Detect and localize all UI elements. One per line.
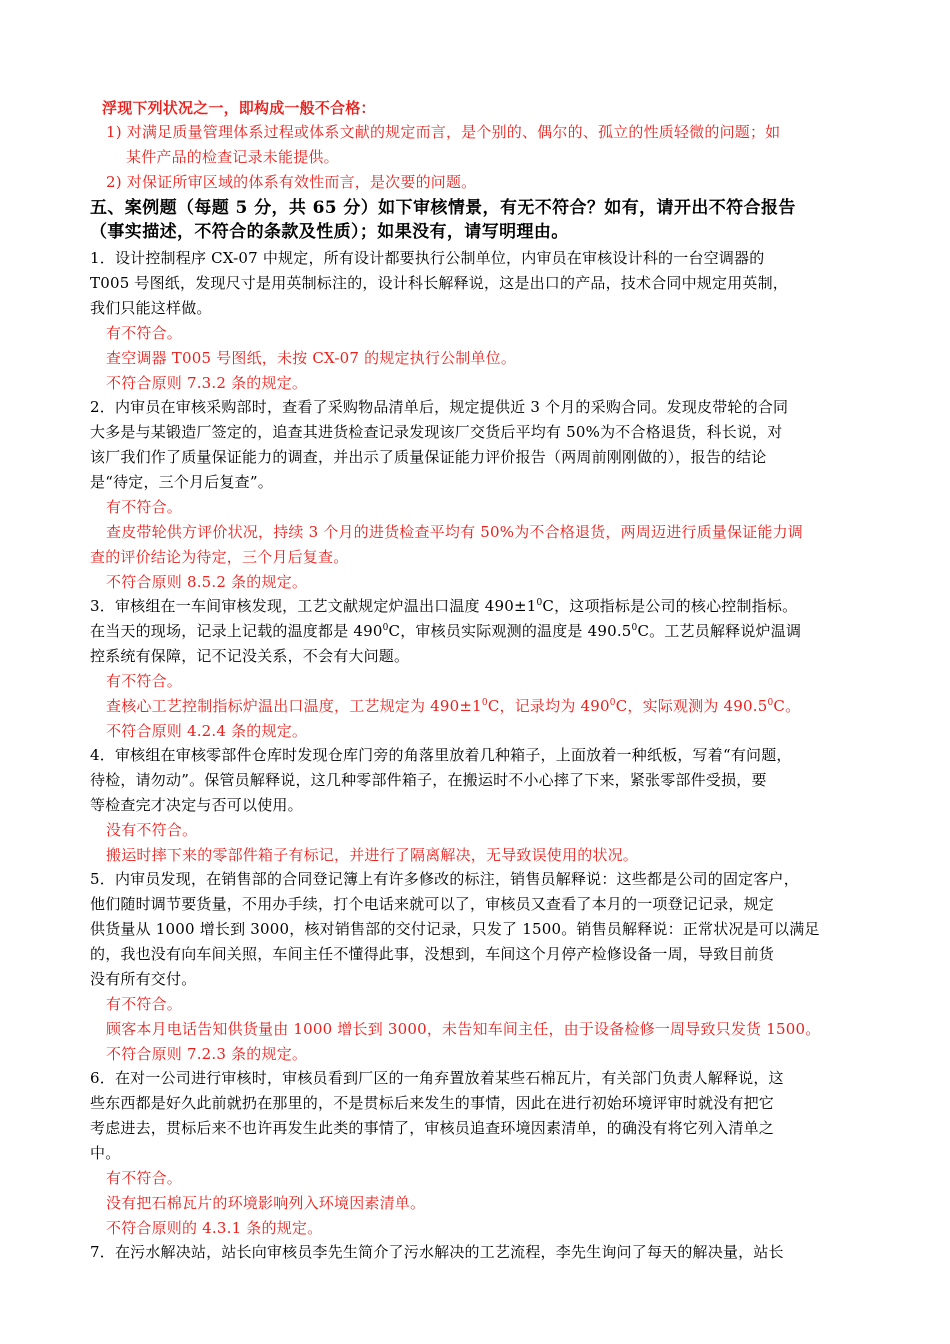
question-2-line-3: 该厂我们作了质量保证能力的调查，并出示了质量保证能力评价报告（两周前刚刚做的），报告的结论 <box>90 448 767 466</box>
question-2-line-1: 2．内审员在审核采购部时，查看了采购物品清单后，规定提供近 3 个月的采购合同。发现皮带轮的合同 <box>90 398 789 416</box>
answer-4-verdict: 没有不符合。 <box>106 821 198 839</box>
question-2-line-2: 大多是与某锻造厂签定的，追查其进货检查记录发现该厂交货后平均有 50%为不合格退货，科长说，对 <box>90 423 783 441</box>
intro-item-2: 2) 对保证所审区域的体系有效性而言，是次要的问题。 <box>106 173 477 191</box>
question-4-line-3: 等检查完才决定与否可以使用。 <box>90 796 303 814</box>
answer-2-verdict: 有不符合。 <box>106 498 183 516</box>
answer-1-verdict: 有不符合。 <box>106 324 183 342</box>
answer-1-clause: 不符合原则 7.3.2 条的规定。 <box>106 374 308 392</box>
question-1-line-3: 我们只能这样做。 <box>90 299 212 317</box>
section-heading-line-2: （事实描述，不符合的条款及性质）；如果没有，请写明理由。 <box>90 222 569 242</box>
answer-1-fact: 查空调器 T005 号图纸，未按 CX-07 的规定执行公制单位。 <box>106 349 517 367</box>
answer-6-verdict: 有不符合。 <box>106 1169 183 1187</box>
answer-6-fact: 没有把石棉瓦片的环境影响列入环境因素清单。 <box>106 1194 426 1212</box>
question-5-line-3: 供货量从 1000 增长到 3000，核对销售部的交付记录，只发了 1500。销售员解释说：正常状况是可以满足 <box>90 920 820 938</box>
question-6-line-3: 考虑进去，贯标后来不也许再发生此类的事情了，审核员追查环境因素清单，的确没有将它列入清单之 <box>90 1119 775 1137</box>
intro-item-1-line-1: 1) 对满足质量管理体系过程或体系文献的规定而言，是个别的、偶尔的、孤立的性质轻微的问题；如 <box>106 123 781 141</box>
answer-3-fact: 查核心工艺控制指标炉温出口温度，工艺规定为 $490\pm 1^0C$，记录均为 $490^0C$，实际观测为 490.5$^0$C。 <box>106 697 801 715</box>
question-6-line-2: 些东西都是好久此前就扔在那里的，不是贯标后来发生的事情，因此在进行初始环境评审时就没有把它 <box>90 1094 775 1112</box>
answer-6-clause: 不符合原则的 4.3.1 条的规定。 <box>106 1219 323 1237</box>
answer-2-clause: 不符合原则 8.5.2 条的规定。 <box>106 573 308 591</box>
answer-2-fact-line-1: 查皮带轮供方评价状况，持续 3 个月的进货检查平均有 50%为不合格退货，两周迈进行质量保证能力调 <box>106 523 803 541</box>
answer-4-reason: 搬运时摔下来的零部件箱子有标记，并进行了隔离解决，无导致误使用的状况。 <box>106 846 639 864</box>
question-5-line-5: 没有所有交付。 <box>90 970 197 988</box>
question-1-line-2: T005 号图纸，发现尺寸是用英制标注的，设计科长解释说，这是出口的产品，技术合同中规定用英制， <box>90 274 789 292</box>
answer-5-fact: 顾客本月电话告知供货量由 1000 增长到 3000，未告知车间主任，由于设备检修一周导致只发货 1500。 <box>106 1020 821 1038</box>
answer-5-verdict: 有不符合。 <box>106 995 183 1013</box>
question-5-line-2: 他们随时调节要货量，不用办手续，打个电话来就可以了，审核员又查看了本月的一项登记记录，规定 <box>90 895 775 913</box>
intro-item-1-line-2: 某件产品的检查记录未能提供。 <box>126 148 339 166</box>
section-heading-line-1: 五、案例题（每题 5 分，共 65 分）如下审核情景，有无不符合？如有，请开出不符合报告 <box>90 198 796 218</box>
degree-mark: 0 <box>609 698 616 708</box>
degree-mark: 0 <box>767 698 774 708</box>
question-4-line-2: 待检，请勿动”。保管员解释说，这几种零部件箱子，在搬运时不小心摔了下来，紧张零部件受损，要 <box>90 771 767 789</box>
answer-5-clause: 不符合原则 7.2.3 条的规定。 <box>106 1045 308 1063</box>
question-1-line-1: 1．设计控制程序 CX-07 中规定，所有设计都要执行公制单位，内审员在审核设计科的一台空调器的 <box>90 249 765 267</box>
degree-mark: 0 <box>631 623 638 633</box>
answer-3-clause: 不符合原则 4.2.4 条的规定。 <box>106 722 308 740</box>
question-2-line-4: 是“待定，三个月后复查”。 <box>90 473 273 491</box>
degree-mark: 0 <box>481 698 488 708</box>
question-7-line-1: 7．在污水解决站，站长向审核员李先生简介了污水解决的工艺流程，李先生询问了每天的解决量，站长 <box>90 1243 784 1261</box>
question-5-line-1: 5．内审员发现，在销售部的合同登记簿上有许多修改的标注，销售员解释说：这些都是公司的固定客户， <box>90 870 799 888</box>
question-6-line-1: 6．在对一公司进行审核时，审核员看到厂区的一角弃置放着某些石棉瓦片，有关部门负责人解释说，这 <box>90 1069 784 1087</box>
question-3-line-2: 在当天的现场，记录上记载的温度都是 $490^0C$，审核员实际观测的温度是 490.5$^0$C。工艺员解释说炉温调 <box>90 622 802 640</box>
question-3-line-3: 控系统有保障，记不记没关系，不会有大问题。 <box>90 647 410 665</box>
question-6-line-4: 中。 <box>90 1144 121 1162</box>
question-4-line-1: 4．审核组在审核零部件仓库时发现仓库门旁的角落里放着几种箱子，上面放着一种纸板，写着“有问题， <box>90 746 792 764</box>
degree-mark: 0 <box>382 623 389 633</box>
question-3-line-1: 3．审核组在一车间审核发现，工艺文献规定炉温出口温度 $490\pm 1^0C$，这项指标是公司的核心控制指标。 <box>90 597 798 615</box>
answer-2-fact-line-2: 查的评价结论为待定，三个月后复查。 <box>90 548 349 566</box>
answer-3-verdict: 有不符合。 <box>106 672 183 690</box>
intro-title: 浮现下列状况之一，即构成一般不合格： <box>102 99 376 117</box>
question-5-line-4: 的，我也没有向车间关照，车间主任不懂得此事，没想到，车间这个月停产检修设备一周，导致目前货 <box>90 945 775 963</box>
degree-mark: 0 <box>536 598 543 608</box>
